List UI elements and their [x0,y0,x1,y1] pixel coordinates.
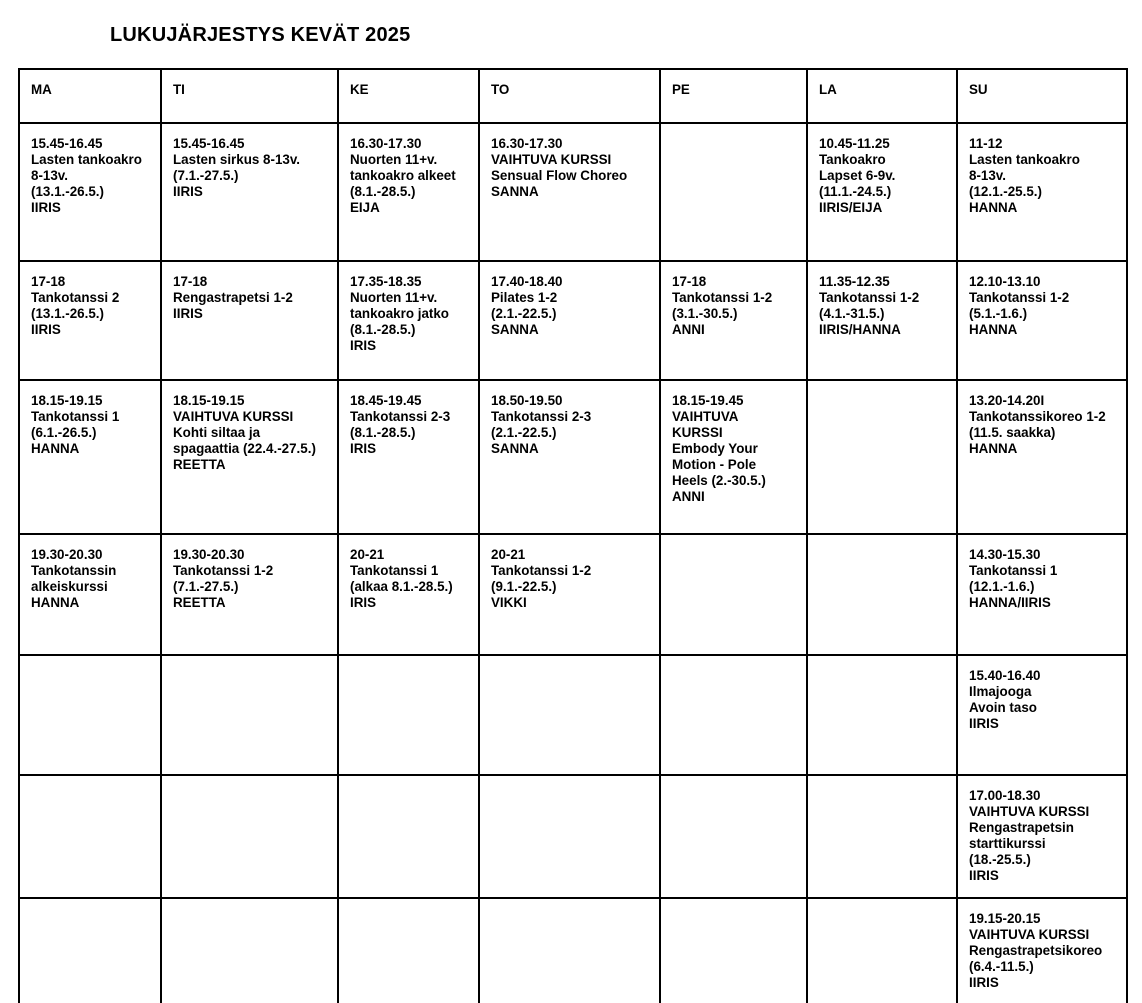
class-time: 18.50-19.50 [491,393,563,408]
schedule-cell-ma [19,123,161,261]
class-info-line: EIJA [350,200,380,215]
class-time: 17.35-18.35 [350,274,422,289]
class-info-line: Heels (2.-30.5.) [672,473,766,488]
schedule-cell-pe [660,655,807,775]
class-time: 18.45-19.45 [350,393,422,408]
day-header-su: SU [957,69,1127,123]
schedule-cell-to [479,261,660,380]
schedule-cell-to [479,775,660,898]
class-info-line: IIRIS [31,322,61,337]
schedule-cell-su [957,898,1127,1003]
class-time: 13.20-14.20I [969,393,1045,408]
class-info-line: IIRIS [31,200,61,215]
class-info-line: Tankotanssin [31,563,117,578]
class-info-line: (2.1.-22.5.) [491,425,557,440]
class-info-line: VIKKI [491,595,527,610]
class-info-line: (8.1.-28.5.) [350,425,416,440]
day-header-pe: PE [660,69,807,123]
class-info-line: (8.1.-28.5.) [350,184,416,199]
class-info-line: 8-13v. [969,168,1006,183]
schedule-cell-ke [338,655,479,775]
class-time: 16.30-17.30 [491,136,563,151]
class-time: 15.40-16.40 [969,668,1041,683]
schedule-cell-la [807,380,957,534]
class-info-line: SANNA [491,184,539,199]
schedule-cell-su [957,534,1127,655]
class-info-line: Tankoakro [819,152,886,167]
schedule-cell-ke [338,898,479,1003]
schedule-cell-ti [161,655,338,775]
class-info-line: Ilmajooga [969,684,1032,699]
class-info-line: (13.1.-26.5.) [31,306,104,321]
schedule-cell-ti [161,775,338,898]
class-time: 20-21 [491,547,526,562]
class-info-line: (alkaa 8.1.-28.5.) [350,579,453,594]
class-info-line: (2.1.-22.5.) [491,306,557,321]
class-info-line: Kohti siltaa ja [173,425,261,440]
class-time: 14.30-15.30 [969,547,1041,562]
class-info-line: Embody Your [672,441,758,456]
class-info-line: Tankotanssi 1-2 [672,290,773,305]
class-time: 11-12 [969,136,1003,151]
class-info-line: (5.1.-1.6.) [969,306,1028,321]
class-info-line: Sensual Flow Choreo [491,168,628,183]
class-info-line: VAIHTUVA KURSSI [491,152,612,167]
class-time: 17-18 [672,274,707,289]
class-info-line: starttikurssi [969,836,1046,851]
class-info-line: alkeiskurssi [31,579,108,594]
schedule-row [19,123,1127,261]
class-time: 17-18 [173,274,208,289]
class-time: 10.45-11.25 [819,136,890,151]
class-info-line: Lapset 6-9v. [819,168,896,183]
class-info-line: KURSSI [672,425,723,440]
schedule-cell-pe [660,380,807,534]
day-header-la: LA [807,69,957,123]
class-info-line: spagaattia (22.4.-27.5.) [173,441,316,456]
schedule-cell-pe [660,775,807,898]
class-info-line: Tankotanssi 1 [31,409,120,424]
schedule-cell-ma [19,380,161,534]
class-info-line: (11.1.-24.5.) [819,184,892,199]
schedule-cell-ti [161,380,338,534]
schedule-cell-pe [660,534,807,655]
class-info-line: Lasten tankoakro [969,152,1080,167]
schedule-cell-ma [19,261,161,380]
schedule-cell-la [807,123,957,261]
class-info-line: Tankotanssi 1-2 [819,290,920,305]
class-info-line: (18.-25.5.) [969,852,1031,867]
class-info-line: IRIS [350,595,377,610]
class-info-line: (8.1.-28.5.) [350,322,416,337]
schedule-cell-ti [161,261,338,380]
schedule-cell-pe [660,898,807,1003]
schedule-row [19,898,1127,1003]
class-info-line: Tankotanssi 1-2 [969,290,1070,305]
schedule-cell-la [807,261,957,380]
class-info-line: VAIHTUVA KURSSI [969,927,1090,942]
class-time: 15.45-16.45 [173,136,245,151]
class-info-line: Pilates 1-2 [491,290,558,305]
class-info-line: Motion - Pole [672,457,757,472]
class-time: 11.35-12.35 [819,274,890,289]
schedule-cell-ma [19,534,161,655]
class-info-line: SANNA [491,441,539,456]
page-title: LUKUJÄRJESTYS KEVÄT 2025 [110,24,411,46]
schedule-row [19,380,1127,534]
class-info-line: ANNI [672,322,705,337]
class-info-line: IIRIS [969,716,999,731]
schedule-cell-ke [338,261,479,380]
class-info-line: (4.1.-31.5.) [819,306,885,321]
class-time: 18.15-19.45 [672,393,744,408]
class-info-line: tankoakro alkeet [350,168,456,183]
class-info-line: HANNA [31,441,80,456]
class-info-line: VAIHTUVA KURSSI [969,804,1090,819]
schedule-row [19,655,1127,775]
schedule-cell-la [807,655,957,775]
class-time: 16.30-17.30 [350,136,422,151]
class-info-line: Tankotanssi 2-3 [350,409,451,424]
class-info-line: Rengastrapetsikoreo [969,943,1103,958]
class-info-line: (7.1.-27.5.) [173,168,239,183]
schedule-cell-ma [19,775,161,898]
schedule-cell-su [957,123,1127,261]
schedule-cell-to [479,898,660,1003]
class-info-line: IIRIS/EIJA [819,200,883,215]
class-info-line: IRIS [350,338,377,353]
class-time: 17.40-18.40 [491,274,563,289]
day-header-ma: MA [19,69,161,123]
class-info-line: HANNA [969,322,1018,337]
class-info-line: Lasten tankoakro [31,152,142,167]
class-info-line: (7.1.-27.5.) [173,579,239,594]
schedule-cell-la [807,898,957,1003]
schedule-cell-to [479,655,660,775]
class-info-line: HANNA [969,441,1018,456]
schedule-cell-su [957,261,1127,380]
class-info-line: HANNA/IIRIS [969,595,1051,610]
class-info-line: Tankotanssi 2-3 [491,409,592,424]
schedule-row [19,261,1127,380]
schedule-cell-ti [161,898,338,1003]
class-info-line: IIRIS [969,975,999,990]
class-info-line: IRIS [350,441,377,456]
class-info-line: REETTA [173,595,226,610]
schedule-row [19,775,1127,898]
class-info-line: Tankotanssikoreo 1-2 [969,409,1106,424]
class-info-line: Tankotanssi 1 [969,563,1058,578]
day-header-row [19,69,1127,123]
schedule-cell-la [807,534,957,655]
class-time: 19.30-20.30 [173,547,245,562]
class-info-line: IIRIS/HANNA [819,322,901,337]
class-info-line: (9.1.-22.5.) [491,579,557,594]
day-header-ke: KE [338,69,479,123]
schedule-cell-to [479,123,660,261]
class-info-line: Tankotanssi 1-2 [491,563,592,578]
schedule-cell-ti [161,123,338,261]
schedule-cell-pe [660,261,807,380]
class-info-line: IIRIS [969,868,999,883]
schedule-cell-to [479,534,660,655]
class-info-line: Nuorten 11+v. [350,152,438,167]
class-info-line: Lasten sirkus 8-13v. [173,152,301,167]
class-info-line: (12.1.-1.6.) [969,579,1035,594]
schedule-cell-ke [338,380,479,534]
schedule-cell-ma [19,655,161,775]
class-time: 12.10-13.10 [969,274,1041,289]
class-info-line: SANNA [491,322,539,337]
class-info-line: (6.1.-26.5.) [31,425,97,440]
class-info-line: Rengastrapetsin [969,820,1074,835]
class-info-line: ANNI [672,489,705,504]
class-info-line: Tankotanssi 1-2 [173,563,274,578]
class-info-line: Tankotanssi 1 [350,563,439,578]
class-time: 19.30-20.30 [31,547,103,562]
schedule-cell-su [957,775,1127,898]
class-time: 19.15-20.15 [969,911,1041,926]
schedule-cell-su [957,380,1127,534]
schedule-cell-la [807,775,957,898]
class-info-line: VAIHTUVA KURSSI [173,409,294,424]
class-info-line: tankoakro jatko [350,306,449,321]
class-info-line: (6.4.-11.5.) [969,959,1034,974]
class-info-line: Rengastrapetsi 1-2 [173,290,293,305]
class-info-line: REETTA [173,457,226,472]
schedule-cell-pe [660,123,807,261]
class-time: 15.45-16.45 [31,136,103,151]
class-info-line: IIRIS [173,306,203,321]
class-info-line: (13.1.-26.5.) [31,184,104,199]
class-info-line: HANNA [31,595,80,610]
schedule-row [19,534,1127,655]
schedule-cell-ke [338,534,479,655]
day-header-to: TO [479,69,660,123]
class-info-line: HANNA [969,200,1018,215]
schedule-cell-ke [338,123,479,261]
class-info-line: Avoin taso [969,700,1037,715]
schedule-cell-ti [161,534,338,655]
class-info-line: (3.1.-30.5.) [672,306,738,321]
class-info-line: 8-13v. [31,168,68,183]
schedule-cell-su [957,655,1127,775]
class-info-line: VAIHTUVA [672,409,739,424]
schedule-cell-to [479,380,660,534]
schedule-cell-ke [338,775,479,898]
class-time: 17-18 [31,274,66,289]
class-time: 20-21 [350,547,385,562]
class-time: 18.15-19.15 [173,393,245,408]
class-time: 17.00-18.30 [969,788,1041,803]
class-info-line: IIRIS [173,184,203,199]
class-time: 18.15-19.15 [31,393,103,408]
schedule-cell-ma [19,898,161,1003]
schedule-table [18,68,1128,1003]
class-info-line: (11.5. saakka) [969,425,1056,440]
day-header-ti: TI [161,69,338,123]
class-info-line: Tankotanssi 2 [31,290,120,305]
class-info-line: Nuorten 11+v. [350,290,438,305]
class-info-line: (12.1.-25.5.) [969,184,1042,199]
